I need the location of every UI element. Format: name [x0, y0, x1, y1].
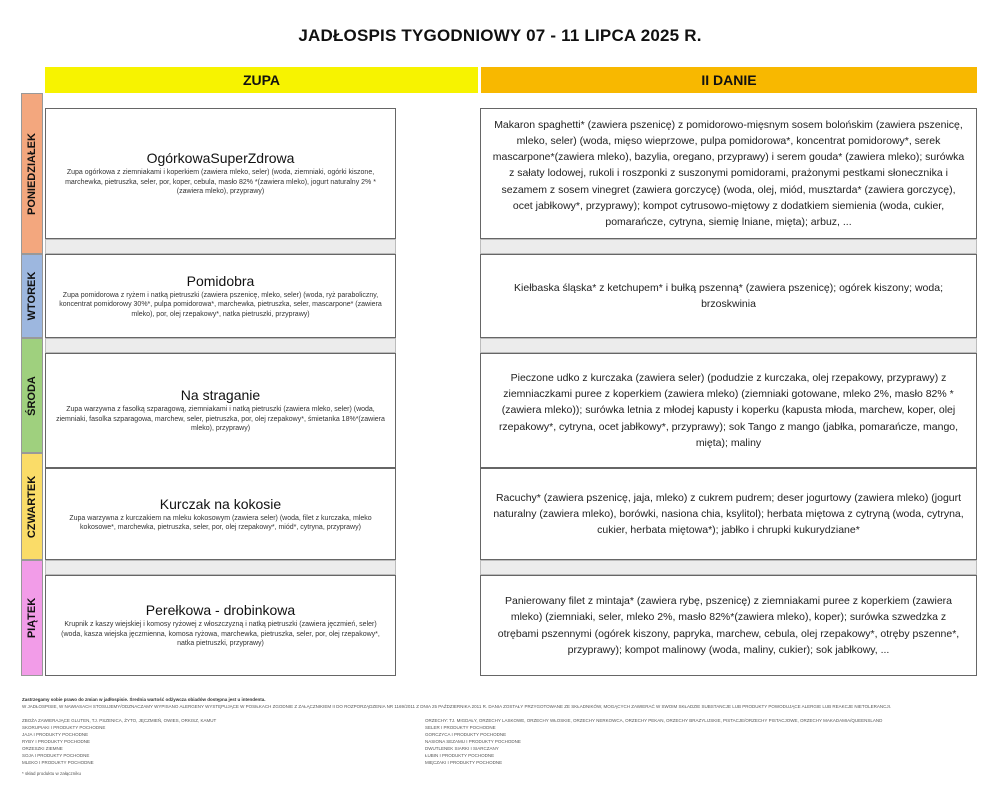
footer-note — [22, 697, 982, 711]
main-course-cell-wednesday — [480, 353, 977, 468]
soup-cell-tuesday — [45, 254, 396, 338]
soup-name: Na straganie — [180, 387, 261, 404]
day-label-tuesday: WTOREK — [21, 254, 43, 338]
allergen-list-left — [22, 718, 402, 778]
allergen-item: JAJA I PRODUKTY POCHODNE — [22, 731, 89, 737]
day-label-friday: PIĄTEK — [21, 560, 43, 676]
row-separator — [480, 560, 977, 575]
main-course-cell-tuesday — [480, 254, 977, 338]
allergen-item: GORCZYCA I PRODUKTY POCHODNE — [425, 731, 507, 737]
main-course-text: Kiełbaska śląska* z ketchupem* i bułką pszenną* (zawiera pszenicę); ogórek kiszony; woda; brzoskwinia — [514, 281, 943, 310]
row-separator — [45, 338, 396, 353]
allergen-item: ŁUBIN I PRODUKTY POCHODNE — [425, 752, 495, 758]
main-course-cell-thursday — [480, 468, 977, 560]
soup-description: Zupa pomidorowa z ryżem i natką pietruszki (zawiera pszenicę, mleko, seler) (woda, ryż paraboliczny, koncentrat pomidorowy 30%*, pulpa pomidorowa*, marchewka, pietruszka, seler, mascarpone* (zawiera mleko), por, olej rzepakowy*, natka pietruszki, przyprawy) — [59, 291, 382, 318]
allergen-item: NASIONA SEZAMU I PRODUKTY POCHODNE — [425, 738, 521, 744]
soup-cell-wednesday — [45, 353, 396, 468]
soup-name: Kurczak na kokosie — [159, 495, 282, 512]
row-separator — [45, 239, 396, 254]
asterisk-note: * skład produktu w załączniku — [22, 770, 82, 776]
main-course-text: Panierowany filet z mintaja* (zawiera rybę, pszenicę) z ziemniakami puree z koperkiem (zawiera mleko) (ziemniaki, seler, mleko 2%, masło 82%*(zawiera mleko), koper); surówka szwedzka z otrębami pszennymi (ogórek kiszony, papryka, marchew, cebula, olej rzepakowy*, otręby pszenne*, przyprawy); kompot malinowy (woda, maliny, cukier); sok jabłkowy, ... — [497, 594, 960, 656]
main-course-text: Makaron spaghetti* (zawiera pszenicę) z pomidorowo-mięsnym sosem bolońskim (zawiera pszenicę, mleko, seler) (woda, mięso wieprzowe, pulpa pomidorowa*, koncentrat pomidorowy*, serek mascarpone*(zawiera mleko), bazylia, oregano, przyprawy) i serem gouda* (zawiera mleko); surówka z sałaty lodowej, rukoli i roszponki z suszonymi pomidorami, prażonymi pestkami słonecznika i sezamem z sosem vinegret (zawiera gorczycę) (woda, olej, miód, musztarda* (zawiera gorczycę), ocet jabłkowy*, przyprawy); kompot cytrusowo-miętowy z dodatkiem siemienia (woda, cukier, pomarańcze, cytryna, siemię lniane, mięta); arbuz, ... — [492, 118, 965, 229]
main-course-text: Pieczone udko z kurczaka (zawiera seler) (podudzie z kurczaka, olej rzepakowy, przyprawy) z ziemniaczkami puree z koperkiem (zawiera mleko) (ziemniaki gotowane, mleko 2%, masło 82% *(zawiera mleko)); surówka letnia z młodej kapusty i koperku (kapusta młoda, marchew, koper, olej rzepakowy*, cytryna, ocet jabłkowy*, przyprawy); sok Tango z mango (jabłka, pomarańcze, mango, mięta); maliny — [498, 371, 959, 449]
allergen-item: DWUTLENEK SIARKI I SIARCZANY — [425, 745, 499, 751]
main-course-column-header: II DANIE — [481, 67, 977, 93]
soup-cell-thursday — [45, 468, 396, 560]
allergen-item: RYBY I PRODUKTY POCHODNE — [22, 738, 91, 744]
soup-name: Perełkowa - drobinkowa — [145, 602, 296, 619]
day-label-wednesday: ŚRODA — [21, 338, 43, 453]
soup-description: Zupa warzywna z kurczakiem na mleku kokosowym (zawiera seler) (woda, filet z kurczaka, mleko kokosowe*, marchewka, pietruszka, seler, por, olej rzepakowy*, miód*, cytryna, przyprawy) — [69, 514, 372, 531]
allergen-item: ORZECHY: TJ. MIGDAŁY, ORZECHY LASKOWE, ORZECHY WŁOSKIE, ORZECHY NERKOWCA, ORZECHY PEKAN, ORZECHY BRAZYLIJSKIE, PISTACJE/ORZECHY PISTACJOWE, ORZECHY MAKADAMIA/QUEENSLAND — [425, 718, 883, 723]
footer-disclaimer: Zastrzegamy sobie prawo do zmian w jadłospisie. Średnia wartość odżywcza obiadów dostępna jest u intendenta. — [22, 697, 266, 702]
row-separator — [480, 239, 977, 254]
soup-cell-monday — [45, 108, 396, 239]
soup-column-header: ZUPA — [45, 67, 478, 93]
allergen-item: MIĘCZAKI I PRODUKTY POCHODNE — [425, 759, 503, 765]
allergen-item: SKORUPIAKI I PRODUKTY POCHODNE — [22, 724, 106, 730]
allergen-item: SOJA I PRODUKTY POCHODNE — [22, 752, 90, 758]
footer-allergen-note: W JADŁOSPISIE, W NAWIASACH STOSUJEMY/ODZNACZAMY WYPISANO ALERGENY WYSTĘPUJĄCE W POSIŁKACH ZGODNIE Z ZAŁĄCZNIKIEM II DO ROZPORZĄDZENIA NR 1169/2011 Z DNIA 25 PAŹDZIERNIKA 2011 R. DANIA ZOSTAŁY PRZYGOTOWANE ZE SKŁADNIKÓW, MOGĄCYCH ZAWIERAĆ W SWOIM SKŁADZIE SUBSTANCJE LUB PRODUKTY POWODUJĄCE ALERGIE LUB REAKCJE NIETOLERANCJI. — [22, 703, 892, 709]
day-label-monday: PONIEDZIAŁEK — [21, 93, 43, 254]
row-separator — [45, 560, 396, 575]
soup-description: Zupa warzywna z fasolką szparagową, ziemniakami i natką pietruszki (zawiera mleko, seler) (woda, ziemniaki, fasolka szparagowa, marchew, seler, pietruszka, por, olej rzepakowy*, śmietanka 18%*(zawiera mleko), przyprawy) — [56, 406, 385, 433]
soup-name: OgórkowaSuperZdrowa — [146, 150, 295, 167]
allergen-item: SELER I PRODUKTY POCHODNE — [425, 724, 496, 730]
main-course-cell-friday — [480, 575, 977, 676]
allergen-list-right — [425, 718, 985, 767]
soup-cell-friday — [45, 575, 396, 676]
soup-description: Zupa ogórkowa z ziemniakami i koperkiem (zawiera mleko, seler) (woda, ziemniaki, ogórki kiszone, marchewka, pietruszka, seler, por, koper, cebula, masło 82% *(zawiera mleko), jogurt naturalny 2% *(zawiera mleko), przyprawy) — [65, 169, 376, 196]
soup-description: Krupnik z kaszy wiejskiej i komosy ryżowej z włoszczyzną i natką pietruszki (zawiera jęczmień, seler) (woda, kasza wiejska jęczmienna, komosa ryżowa, marchewka, pietruszka, seler, por, olej rzepakowy*, natka pietruszki, przyprawy) — [61, 621, 380, 648]
allergen-item: MLEKO I PRODUKTY POCHODNE — [22, 759, 94, 765]
row-separator — [480, 338, 977, 353]
allergen-item: ORZESZKI ZIEMNE — [22, 745, 63, 751]
soup-name: Pomidobra — [186, 272, 255, 289]
menu-title: JADŁOSPIS TYGODNIOWY 07 - 11 LIPCA 2025 R. — [298, 26, 702, 45]
allergen-item: ZBOŻA ZAWIERAJĄCE GLUTEN, TJ. PSZENICA, ŻYTO, JĘCZMIEŃ, OWIES, ORKISZ, KAMUT — [22, 718, 217, 723]
day-label-thursday: CZWARTEK — [21, 453, 43, 560]
main-course-cell-monday — [480, 108, 977, 239]
main-course-text: Racuchy* (zawiera pszenicę, jaja, mleko) z cukrem pudrem; deser jogurtowy (zawiera mleko) (jogurt naturalny (zawiera mleko), borówki, nasiona chia, ksylitol); herbata miętowa z cytryną (woda, cytryna, cukier, herbata miętowa*); jabłko i chrupki kukurydziane* — [493, 491, 964, 537]
